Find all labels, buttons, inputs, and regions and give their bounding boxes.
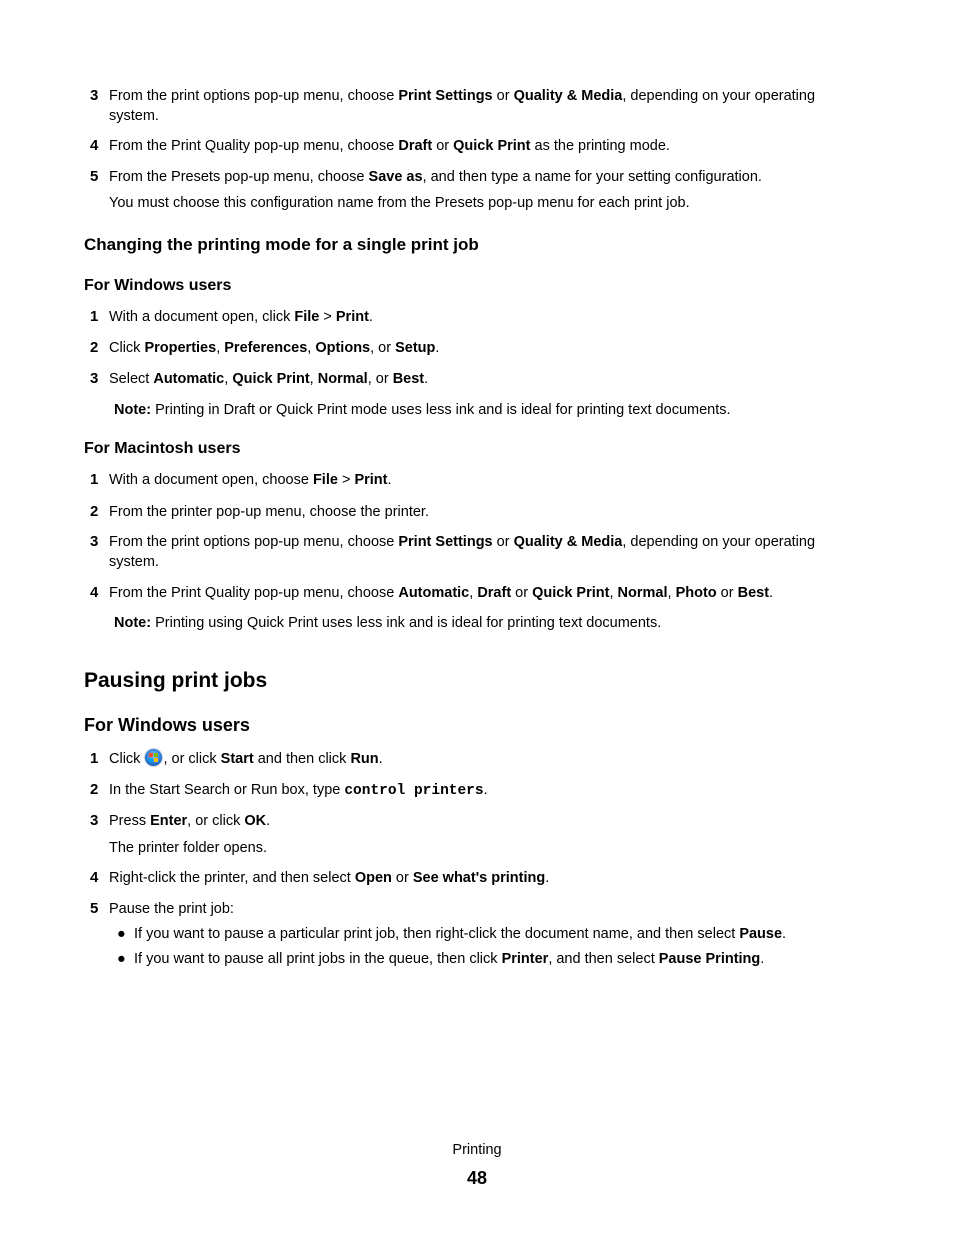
mac-step-3-top: [90, 86, 850, 126]
step-text: With a document open, click File > Print.: [109, 309, 373, 325]
step-text: [109, 780, 850, 801]
step-number: 3: [90, 370, 99, 387]
step-number: 2: [90, 781, 99, 798]
subheading-windows-users-pausing: For Windows users: [84, 715, 250, 735]
subheading-windows-users: For Windows users: [84, 277, 232, 294]
mac-step-3: [90, 532, 850, 572]
note-label: Note:: [114, 615, 152, 631]
presets-note: You must choose this configuration name from the Presets pop-up menu for each print job.: [109, 195, 690, 211]
step-text: From the print options pop-up menu, choose Print Settings or Quality & Media, depending on your operating system.: [109, 88, 816, 124]
command-text: control printers: [344, 783, 484, 799]
mac-note: [114, 613, 854, 633]
step-text: From the printer pop-up menu, choose the printer.: [109, 504, 429, 520]
note-text: Printing using Quick Print uses less ink and is ideal for printing text documents.: [151, 615, 662, 631]
footer-section-name: Printing: [452, 1142, 502, 1158]
mac-step-4-top: [90, 136, 850, 156]
mac-step-5-top: [90, 167, 850, 187]
step-number: 2: [90, 503, 99, 520]
subheading-macintosh-users: For Macintosh users: [84, 440, 241, 457]
pause-step-1: [90, 749, 850, 769]
step-number: 4: [90, 584, 99, 601]
bullet-item-pause-all: [117, 949, 857, 969]
mac-step-1: [90, 470, 850, 490]
step-text: [109, 749, 850, 769]
step-number: 5: [90, 900, 99, 917]
step-text: Pause the print job:: [109, 901, 234, 917]
step-text: Click Properties, Preferences, Options, or Setup.: [109, 340, 440, 356]
windows-step-3: [90, 369, 850, 389]
step-number: 1: [90, 750, 99, 767]
section-heading-single-job: Changing the printing mode for a single print job: [84, 235, 479, 254]
pause-step-4: [90, 868, 850, 888]
bullet-text: If you want to pause all print jobs in the queue, then click Printer, and then select Pause Printing.: [134, 951, 765, 967]
step-number: 3: [90, 87, 99, 104]
mac-step-2: [90, 502, 850, 522]
step-number: 3: [90, 812, 99, 829]
windows-note: [114, 400, 854, 420]
windows-step-1: [90, 307, 850, 327]
step-number: 5: [90, 168, 99, 185]
step-number: 4: [90, 869, 99, 886]
mac-step-4: [90, 583, 850, 603]
pause-step-2: [90, 780, 850, 801]
bullet-item-pause-document: [117, 924, 857, 944]
step-text-before: Click: [109, 751, 145, 767]
step-text: Right-click the printer, and then select Open or See what's printing.: [109, 870, 550, 886]
section-heading-pausing: Pausing print jobs: [84, 669, 268, 692]
note-text: Printing in Draft or Quick Print mode uses less ink and is ideal for printing text documents.: [151, 402, 731, 418]
step-text: From the Presets pop-up menu, choose Save as, and then type a name for your setting configuration.: [109, 169, 762, 185]
pause-step-3: [90, 811, 850, 831]
step-number: 4: [90, 137, 99, 154]
step-text: With a document open, choose File > Print.: [109, 472, 392, 488]
footer-page-number: 48: [466, 1168, 488, 1188]
step-number: 2: [90, 339, 99, 356]
pause-step-5: [90, 899, 850, 919]
bullet-icon: ●: [117, 926, 126, 942]
bullet-icon: ●: [117, 951, 126, 967]
step-text: Select Automatic, Quick Print, Normal, or Best.: [109, 371, 429, 387]
step-text: Press Enter, or click OK.: [109, 813, 271, 829]
step-number: 3: [90, 533, 99, 550]
step-text: From the Print Quality pop-up menu, choose Draft or Quick Print as the printing mode.: [109, 138, 670, 154]
note-label: Note:: [114, 402, 152, 418]
windows-start-orb-icon: [145, 749, 162, 766]
step-text: From the Print Quality pop-up menu, choose Automatic, Draft or Quick Print, Normal, Photo or Best.: [109, 585, 774, 601]
bullet-text: If you want to pause a particular print job, then right-click the document name, and then select Pause.: [134, 926, 787, 942]
step-text-before: In the Start Search or Run box, type: [109, 782, 345, 798]
step-number: 1: [90, 471, 99, 488]
step-text-after: .: [483, 782, 488, 798]
step-number: 1: [90, 308, 99, 325]
windows-step-2: [90, 338, 850, 358]
step-text: From the print options pop-up menu, choose Print Settings or Quality & Media, depending on your operating system.: [109, 534, 816, 570]
step-text-after: , or click Start and then click Run.: [163, 751, 383, 767]
step-3-result: The printer folder opens.: [109, 840, 267, 856]
